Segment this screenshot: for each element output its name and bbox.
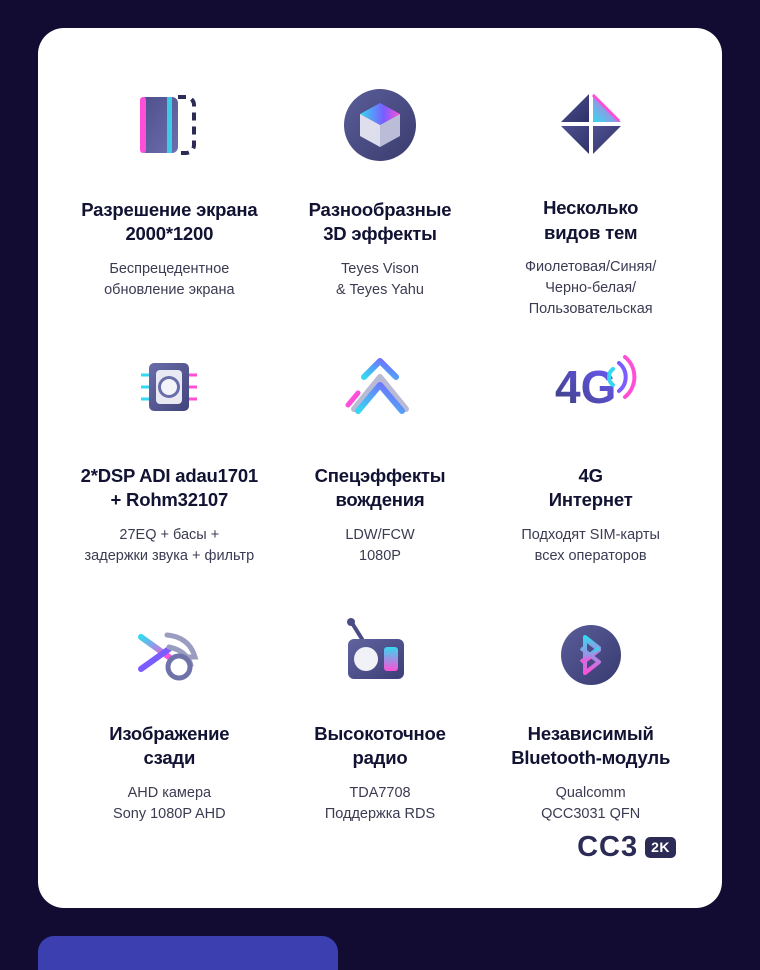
title-line: 2*DSP ADI adau1701 xyxy=(80,465,259,486)
title-line: 2000*1200 xyxy=(125,223,214,245)
brand-logo xyxy=(577,831,676,864)
feature-subtitle xyxy=(85,525,255,567)
feature-item-themes xyxy=(485,58,696,320)
sub-line: всех операторов xyxy=(534,547,647,564)
title-line: 3D эффекты xyxy=(323,223,437,245)
title-line: Разнообразные xyxy=(308,199,452,220)
3d-cube-icon xyxy=(334,66,426,184)
sub-line: QCC3031 QFN xyxy=(541,805,641,822)
sub-line: задержки звука + фильтр xyxy=(84,547,255,564)
feature-subtitle xyxy=(104,259,234,301)
feature-title xyxy=(549,464,633,513)
feature-card xyxy=(38,28,722,908)
feature-title xyxy=(511,722,670,771)
feature-title xyxy=(314,722,445,771)
sub-line: Беспрецедентное xyxy=(109,260,230,277)
sub-line: Черно-белая/ xyxy=(545,279,637,296)
feature-title xyxy=(309,198,452,247)
bluetooth-icon xyxy=(539,590,643,708)
feature-title xyxy=(543,196,638,245)
feature-grid xyxy=(64,58,696,844)
bottom-accent-bar xyxy=(38,936,338,970)
title-line: радио xyxy=(352,747,408,769)
driving-effects-icon xyxy=(328,328,432,446)
feature-item-bluetooth xyxy=(485,582,696,844)
feature-item-screen-resolution xyxy=(64,58,275,320)
sub-line: & Teyes Yahu xyxy=(336,281,424,298)
feature-item-rear-camera xyxy=(64,582,275,844)
feature-subtitle xyxy=(525,257,656,320)
sub-line: Qualcomm xyxy=(555,784,626,801)
title-line: сзади xyxy=(143,747,196,769)
feature-item-dsp xyxy=(64,320,275,582)
feature-subtitle xyxy=(345,525,414,567)
title-line: Высокоточное xyxy=(314,723,446,744)
title-line: вождения xyxy=(335,489,425,511)
brand-badge: 2K xyxy=(645,837,676,858)
brand-name: CC3 xyxy=(577,831,639,863)
feature-subtitle xyxy=(541,783,640,825)
sub-line: 27EQ + басы + xyxy=(119,526,220,543)
feature-title xyxy=(81,464,258,513)
sub-line: обновление экрана xyxy=(104,281,235,298)
feature-title xyxy=(315,464,446,513)
dsp-chip-icon xyxy=(123,328,215,446)
title-line: + Rohm32107 xyxy=(110,489,229,511)
screen-resolution-icon xyxy=(123,66,215,184)
title-line: Несколько xyxy=(543,197,639,219)
sub-line: Пользовательская xyxy=(528,300,653,317)
feature-item-radio xyxy=(275,582,486,844)
sub-line: Подходят SIM-карты xyxy=(521,526,660,543)
feature-item-3d-effects xyxy=(275,58,486,320)
sub-line: 1080P xyxy=(359,547,401,564)
4g-internet-icon xyxy=(539,328,643,446)
sub-line: Teyes Vison xyxy=(341,260,419,277)
rear-camera-icon xyxy=(117,590,221,708)
feature-item-4g-internet xyxy=(485,320,696,582)
feature-item-driving-effects xyxy=(275,320,486,582)
feature-title xyxy=(109,722,229,771)
sub-line: Поддержка RDS xyxy=(324,805,436,822)
sub-line: TDA7708 xyxy=(349,784,411,801)
svg-text:4G: 4G xyxy=(554,361,617,413)
title-line: 4G xyxy=(578,465,603,486)
title-line: Спецэффекты xyxy=(314,465,446,486)
sub-line: Фиолетовая/Синяя/ xyxy=(525,258,657,275)
feature-subtitle xyxy=(336,259,424,301)
sub-line: Sony 1080P AHD xyxy=(113,805,226,822)
sub-line: AHD камера xyxy=(127,784,212,801)
title-line: Интернет xyxy=(548,489,633,511)
radio-icon xyxy=(328,590,432,708)
feature-subtitle xyxy=(113,783,226,825)
feature-subtitle xyxy=(325,783,435,825)
title-line: видов тем xyxy=(544,221,638,243)
feature-subtitle xyxy=(521,525,660,567)
title-line: Разрешение экрана xyxy=(81,199,258,220)
themes-icon xyxy=(545,66,637,182)
sub-line: LDW/FCW xyxy=(345,526,415,543)
title-line: Независимый xyxy=(527,723,654,744)
title-line: Изображение xyxy=(109,723,230,744)
feature-title xyxy=(81,198,257,247)
title-line: Bluetooth-модуль xyxy=(511,747,671,769)
